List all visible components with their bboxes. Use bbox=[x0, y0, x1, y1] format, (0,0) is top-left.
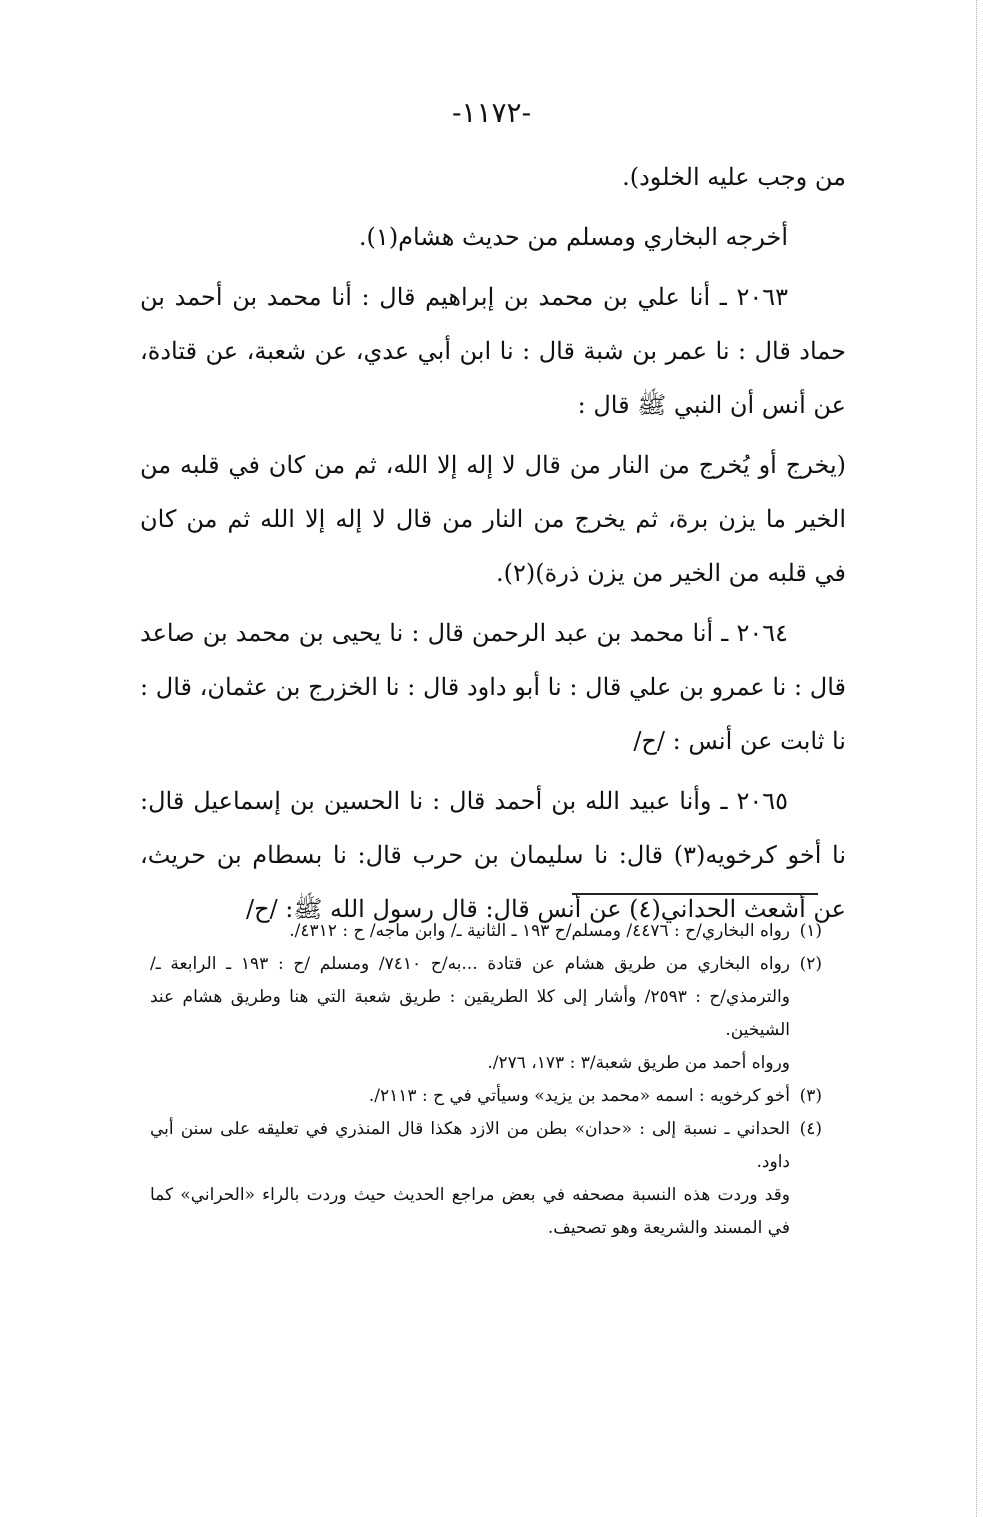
footnote-number: (٤) bbox=[799, 1119, 822, 1139]
footnote-number: (٣) bbox=[799, 1086, 822, 1106]
footnote-1 bbox=[150, 915, 822, 948]
hadith-2065: ٢٠٦٥ ـ وأنا عبيد الله بن أحمد قال : نا الحسين بن إسماعيل قال: نا أخو كرخويه(٣) قال: نا سليمان بن حرب قال: نا بسطام بن حريث، عن أشعث الحداني(٤) عن أنس قال: قال رسول الله ﷺ: /ح/ bbox=[140, 787, 846, 923]
page-number: -١١٧٢- bbox=[451, 96, 532, 129]
footnote-text: رواه البخاري من طريق هشام عن قتادة ...به/ح ٧٤١٠/ ومسلم /ح : ١٩٣ ـ الرابعة ـ/ والترمذي/ح : ٢٥٩٣/ وأشار إلى كلا الطريقين : طريق شعبة التي هنا وطريق هشام عند الشيخين. bbox=[150, 954, 790, 1040]
footnote-3 bbox=[150, 1080, 822, 1113]
main-text bbox=[140, 150, 846, 942]
footnote-number: (١) bbox=[799, 921, 822, 941]
scan-edge-line bbox=[976, 0, 977, 1517]
footnote-text: الحداني ـ نسبة إلى : «حدان» بطن من الازد هكذا قال المنذري في تعليقه على سنن أبي داود. bbox=[150, 1119, 790, 1172]
footnote-2 bbox=[150, 948, 822, 1047]
footnote-4-continued: وقد وردت هذه النسبة مصحفه في بعض مراجع الحديث حيث وردت بالراء «الحراني» كما في المسند والشريعة وهو تصحيف. bbox=[150, 1185, 790, 1238]
footnote-text: رواه البخاري/ح : ٤٤٧٦/ ومسلم/ح ١٩٣ ـ الثانية ـ/ وابن ماجه/ ح : ٤٣١٢/. bbox=[289, 921, 790, 941]
footnote-2-continued: ورواه أحمد من طريق شعبة/٣ : ١٧٣، ٢٧٦/. bbox=[487, 1053, 790, 1073]
hadith-2063: ٢٠٦٣ ـ أنا علي بن محمد بن إبراهيم قال : أنا محمد بن أحمد بن حماد قال : نا عمر بن شبة قال : نا ابن أبي عدي، عن شعبة، عن قتادة، عن أنس أن النبي ﷺ قال : bbox=[140, 283, 846, 419]
footnote-4 bbox=[150, 1113, 822, 1179]
footnote-text: أخو كرخويه : اسمه «محمد بن يزيد» وسيأتي في ح : ٢١١٣/. bbox=[368, 1086, 790, 1106]
hadith-2064: ٢٠٦٤ ـ أنا محمد بن عبد الرحمن قال : نا يحيى بن محمد بن صاعد قال : نا عمرو بن علي قال : نا أبو داود قال : نا الخزرج بن عثمان، قال : نا ثابت عن أنس : /ح/ bbox=[140, 619, 846, 755]
paragraph-closing-quote: من وجب عليه الخلود). bbox=[622, 163, 846, 191]
footnote-separator bbox=[572, 893, 818, 895]
footnotes bbox=[150, 915, 822, 1245]
footnote-number: (٢) bbox=[799, 954, 822, 974]
paragraph-takhrij: أخرجه البخاري ومسلم من حديث هشام(١). bbox=[358, 223, 788, 251]
hadith-2063-matn: (يخرج أو يُخرج من النار من قال لا إله إلا الله، ثم من كان في قلبه من الخير ما يزن برة، ثم يخرج من النار من قال لا إله إلا الله ثم من كان في قلبه من الخير من يزن ذرة)(٢). bbox=[140, 451, 846, 587]
